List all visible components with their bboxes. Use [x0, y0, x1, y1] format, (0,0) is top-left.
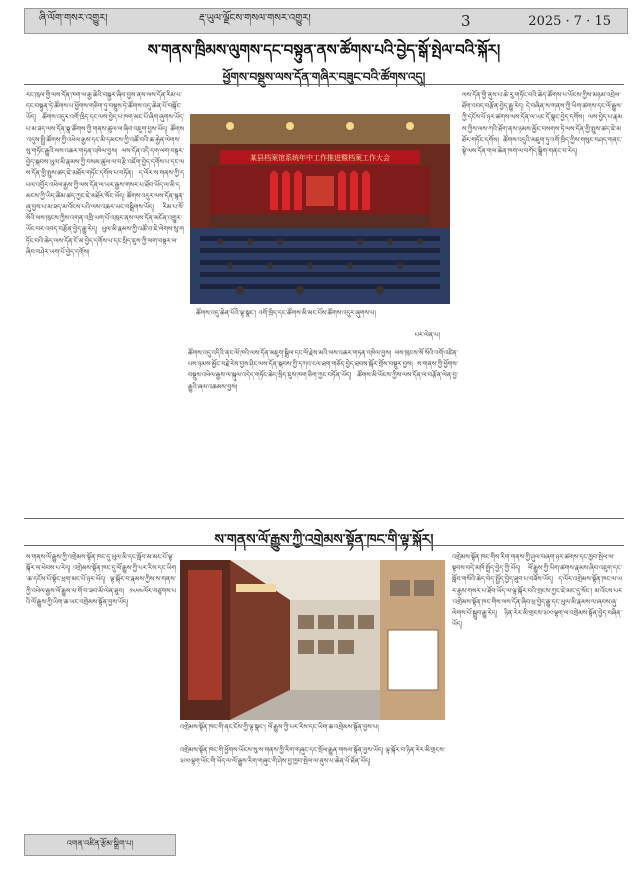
article1-column-left: རང་ཁུལ་གྱི་ལས་དོན་ཁག་ལ་རྒྱ་ཆེའི་བསྐྱར་ཞིབ་བྱས་ནས་ལས་དོན་རིམ་པ་དང་བསྟུན་ཏེ་ཚོགས་པ་ཕྱོགས་གཅིག་ཏུ་བསྡུས་ཏེ་ཚོགས་འདུ་ཆེན་པོ་བསྐོང་ཡོད། ཚོགས་འདུར་འགོ་ཁྲིད་དང་ལས་བྱེད་པ་ཁག་མང་པོ་ཞིག་ཞུགས་ཡོད་པ་མ་ཟད་ལས་དོན་སྣ་ཚོགས་ཀྱི་གནས་ཚུལ་ལ་ཞིབ་འཇུག་བྱས་ཡོད། ཚོགས་འདུས་སྤྱི་ཚོགས་ཀྱི་འཕེལ་རྒྱས་དང་མི་དམངས་ཀྱི་འཚོ་བའི་ཆ་རྐྱེན་ལེགས་སུ་གཏོང་རྒྱུའི་ལས་འཆར་གཏན་འཁེལ་བྱས། ལས་དོན་འདི་དག་ལག་བསྟར་བྱེད་སྐབས་ཡུལ་མི་རྣམས་ཀྱི་བསམ་ཚུལ་ལ་བརྩི་འཇོག་བྱེད་དགོས་པ་དང་ལས་དོན་གྱི་སྤུས་ཚད་ཇེ་མཐོར་གཏོང་དགོས་པ་བཏོན། ད་ལོར་ས་གནས་ཀྱི་དཔལ་འབྱོར་འཕེལ་རྒྱས་ཀྱི་ལས་དོན་ལ་ཡར་རྒྱས་གསར་པ་ཐོབ་ཡོད་ལ་མི་དམངས་ཀྱི་ཡིད་ཚིམ་ཚད་ཀྱང་ཇེ་མཐོར་སོང་ཡོད། ཚོགས་འདུར་ལས་དོན་སྙན་ཞུ་བྱས་པ་མ་ཟད་མ་འོངས་པའི་ལས་འཆར་ཡང་བསྒྲིགས་ཡོད། རིམ་པ་སོ་སོའི་ལས་ཁུངས་ཀྱིས་འགན་འཁྲི་ཡག་པོ་འཁུར་ནས་ལས་དོན་མངོན་འགྱུར་ཡོང་བར་འབད་བརྩོན་བྱེད་རྒྱུ་རེད། ཡུལ་མི་རྣམས་ཀྱི་འཚོ་བ་ཇེ་ལེགས་སུ་གཏོང་བའི་ཆེད་ལས་དོན་ངོ་མ་བྱེད་དགོས་པ་དང་སྲིད་ཇུས་ཀྱི་ལག་བསྟར་ལ་ཞིབ་བཤེར་ཡག་པོ་བྱེད་དགོས། [26, 91, 184, 256]
divider [24, 518, 624, 519]
article2-column-left: ས་གནས་ལོ་རྒྱུས་ཀྱི་འགྲེམས་སྟོན་ཁང་དུ་ཡུལ་མི་དང་སློབ་མ་མང་པོ་ལྟ་སྐོར་ལ་ཕེབས་པ་རེད། འགྲེམས་སྟོན་ཁང་དུ་ལོ་རྒྱུས་ཀྱི་པར་རིས་དང་ཡིག་ཆ་དངོས་པོ་སྟོང་ཕྲག་མང་པོ་ཉར་ཡོད། ལྟ་སྐོར་བ་རྣམས་ཀྱིས་ས་གནས་ཀྱི་འཕེལ་རྒྱས་ལོ་རྒྱུས་ལ་གོ་བ་ཟབ་མོ་ལེན་ཐུབ། ༡༨༥༤ལོར་བཙུགས་པའི་ལོ་རྒྱུས་ཀྱི་ཡིག་ཆ་ཡང་འགྲེམས་སྟོན་བྱས་ཡོད། [26, 553, 176, 606]
article1-column-right: ལས་དོན་གྱི་ནུས་པ་ཆེ་རུ་གཏོང་བའི་ཆེད་ཚོགས་པ་ཡོངས་ཀྱིས་མཉམ་འབྲེལ་ཐོག་འབད་བརྩོན་བྱེད་རྒྱུ་རེད། དེ་བཞིན་ས་གནས་ཀྱི་ཡིག་ཚགས་དང་ལོ་རྒྱུས་ཀྱི་དངོས་པོ་ཉར་ཚགས་ལས་དོན་ལ་ཡང་དོ་སྣང་བྱེད་དགོས། ལས་བྱེད་པ་རྣམས་ཀྱིས་ལས་ཀའི་ཐོག་ནས་ཉམས་མྱོང་བསགས་ཏེ་ལས་དོན་གྱི་སྤུས་ཚད་ཇེ་མཐོར་གཏོང་དགོས། ཚོགས་འདུའི་མཇུག་ཏུ་འགོ་ཁྲིད་ཀྱིས་གསུང་བཤད་གནང་སྟེ་ལས་དོན་གལ་ཆེན་ཁག་ལ་བཀོད་སྒྲིག་གནང་བ་རེད། [462, 91, 622, 156]
editor-credit-label: འགན་འཛིན་རྩོམ་སྒྲིག་པ། [66, 838, 134, 848]
article2-column-middle: འགྲེམས་སྟོན་ཁང་གི་ཕྱོགས་ཡོངས་སུ་ས་གནས་ཀྱི་རིག་གཞུང་དང་སྲོལ་རྒྱུན་གསལ་སྟོན་བྱས་ཡོད། ལྟ་སྐོར་བ་ཉིན་རེར་མི་གྲངས་༣༠༠ལྷག་ཡོང་གི་ཡོད་ལ་ལོ་རྒྱུས་རིག་གཞུང་གི་ཤེས་བྱ་ཁྱབ་སྤེལ་ལ་ནུས་པ་ཆེན་པོ་ཐོན་ཡོད། [180, 746, 445, 766]
editor-credit [24, 834, 176, 856]
issue-date: 2025 · 7 · 15 [528, 13, 611, 29]
meeting-photo-caption: ཚོགས་འདུ་ཆེན་པོའི་ལྟ་སྣང་། འགོ་ཁྲིད་དང་ཚོགས་མི་མང་པོས་ཚོགས་འདུར་ཞུགས་པ། [196, 309, 376, 317]
article2-headline: ས་གནས་ལོ་རྒྱུས་ཀྱི་འགྲེམས་སྟོན་ཁང་གི་ལྟ་སྐོར། [214, 532, 434, 548]
article1-headline: ས་གནས་ཁྲིམས་ལུགས་དང་བསྟུན་ནས་ཚོགས་པའི་བྱེད་སྒོ་སྤེལ་བའི་སྐོར། [147, 41, 501, 59]
page-number: 3 [461, 12, 471, 30]
banner-text: 某县档案馆系统年中工作推进暨档案工作大会 [250, 154, 390, 162]
divider [24, 545, 624, 546]
article1-column-middle: ཚོགས་འདུ་འདིའི་ནང་ལོ་ཁའི་ལས་དོན་མཇུག་སྒྲིལ་དང་ལོ་རྗེས་མའི་ལས་འཆར་གཏན་འཁེལ་བྱས། ལས་ཁུངས་སོ་སོའི་འགོ་འཛིན་པས་ཉམས་མྱོང་བརྗེ་རེས་བྱས་ཤིང་ལས་དོན་སྐབས་ཀྱི་དཀའ་ངལ་ཐག་གཅོད་བྱེད་ཐབས་སྐོར་གྲོས་བསྡུར་བྱས། ས་གནས་ཀྱི་ཕྱོགས་བསྡུས་འཕེལ་རྒྱས་ལ་སྐུལ་འདེད་གཏོང་ཆེད་སྲིད་ཇུས་ཁག་ཅིག་ཀྱང་བཏོན་ཡོད། ཚོགས་མི་ཡོངས་ཀྱིས་ལས་དོན་ལ་བརྩོན་ལེན་བྱ་རྒྱུའི་ཞལ་འཆམས་བྱས། [188, 349, 458, 391]
meeting-photo [190, 114, 450, 304]
masthead [24, 8, 628, 34]
publication-name: ཞི་ལོག་གསར་འགྱུར། [39, 13, 108, 24]
exhibition-photo-caption: འགྲེམས་སྟོན་ཁང་གི་ནང་ངོས་ཀྱི་ལྟ་སྣང་། ལོ་རྒྱུས་ཀྱི་པར་རིས་དང་ཡིག་ཆ་འགྲེམས་སྟོན་བྱས་པ། [180, 723, 379, 731]
meeting-photo-credit: པར་ལེན་པ། [414, 331, 440, 339]
divider [24, 84, 624, 85]
section-name: རྡ་ཡུལ་ལྗོངས་གསལ་གསར་འགྱུར། [199, 13, 311, 24]
article2-column-right: འགྲེམས་སྟོན་ཁང་གིས་རིག་གནས་ཀྱི་ཤུལ་བཞག་ཉར་ཚགས་དང་ཁྱབ་སྤེལ་ལ་སྟབས་བདེ་མཁོ་སྤྲོད་བྱེད་ཀྱི་ཡོད། ལོ་རྒྱུས་ཀྱི་ཡིག་ཚགས་རྣམས་ཞིབ་འཇུག་དང་སློབ་གསོའི་ཆེད་བེད་སྤྱོད་བྱེད་ཐུབ་པ་བཟོས་ཡོད། ད་ལོར་འགྲེམས་སྟོན་ཁང་ལ་ཡར་རྒྱས་གསར་པ་ཐོབ་ཡོད་ལ་ལྟ་སྐོར་བའི་གྲངས་ཀྱང་ཇེ་མང་དུ་སོང་། མ་འོངས་པར་འགྲེམས་སྟོན་ཁང་གིས་ལས་དོན་ཞིབ་ཕྲ་བྱེད་རྒྱུ་དང་ཡུལ་མི་རྣམས་ལ་ཞབས་ཞུ་ལེགས་པོ་སྒྲུབ་རྒྱུ་རེད། ཉིན་རེར་མི་གྲངས་༣༠༠ལྷག་ལ་འགྲེམས་སྟོན་བྱེད་བཞིན་ཡོད། [452, 553, 622, 629]
meeting-photo-image [190, 114, 450, 304]
exhibition-photo [180, 560, 445, 720]
article1-subhead: ཕྱོགས་བསྡུས་ལས་དོན་གཞིར་བཟུང་བའི་ཚོགས་འདུ། [222, 70, 426, 84]
exhibition-photo-image [180, 560, 445, 720]
